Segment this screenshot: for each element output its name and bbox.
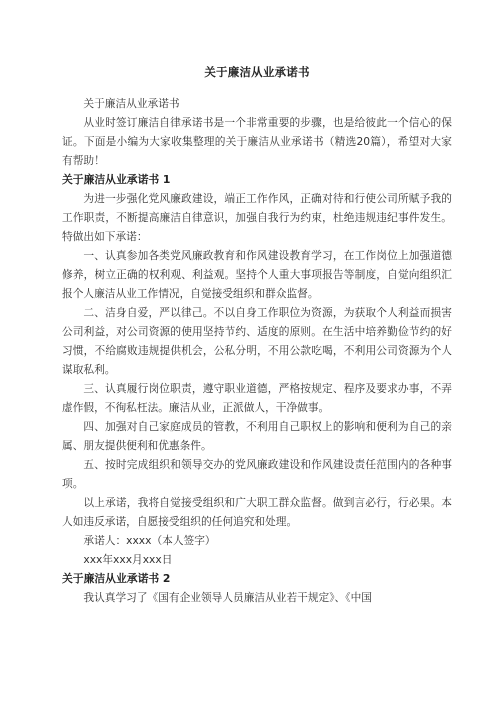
section-1-paragraph-item-2: 二、洁身自爱，严以律己。不以自身工作职位为资源，为获取个人利益而损害公司利益，对公司资源的使用坚持节约、适度的原则。在生活中培养勤俭节约的好习惯，不给腐败违规提供机会，公私分明，不用公款吃喝，不利用公司资源为个人谋取私利。 <box>62 306 452 376</box>
section-1-heading: 关于廉洁从业承诺书 1 <box>62 173 171 186</box>
section-1-date: xxx年xxx月xxx日 <box>83 553 173 566</box>
section-2-heading: 关于廉洁从业承诺书 2 <box>62 572 171 585</box>
section-1-paragraph-item-5: 五、按时完成组织和领导交办的党风廉政建设和作风建设责任范围内的各种事项。 <box>62 458 452 490</box>
section-1-signatory: 承诺人：xxxx（本人签字） <box>83 534 216 547</box>
section-1-paragraph-closing: 以上承诺，我将自觉接受组织和广大职工群众监督。做到言必行，行必果。本人如违反承诺，自愿接受组织的任何追究和处理。 <box>62 496 452 528</box>
intro-subtitle: 关于廉洁从业承诺书 <box>83 97 180 110</box>
document-title: 关于廉洁从业承诺书 <box>204 65 310 79</box>
section-2-paragraph-1: 我认真学习了《国有企业领导人员廉洁从业若干规定》、《中国 <box>83 591 372 604</box>
intro-paragraph: 从业时签订廉洁自律承诺书是一个非常重要的步骤，也是给彼此一个信心的保证。下面是小编为大家收集整理的关于廉洁从业承诺书（精选20篇），希望对大家有帮助！ <box>62 116 452 167</box>
section-1-paragraph-item-3: 三、认真履行岗位职责，遵守职业道德，严格按规定、程序及要求办事，不弄虚作假，不徇私枉法。廉洁从业，正派做人，干净做事。 <box>62 382 452 414</box>
section-1-paragraph-preamble: 为进一步强化党风廉政建设，端正工作作风，正确对待和行使公司所赋予我的工作职责，不断提高廉洁自律意识，加强自我行为约束，杜绝违规违纪事件发生。特做出如下承诺： <box>62 192 452 243</box>
section-1-paragraph-item-4: 四、加强对自己家庭成员的管教，不利用自己职权上的影响和便利为自己的亲属、朋友提供便利和优惠条件。 <box>62 420 452 452</box>
section-1-paragraph-item-1: 一、认真参加各类党风廉政教育和作风建设教育学习，在工作岗位上加强道德修养，树立正确的权利观、利益观。坚持个人重大事项报告等制度，自觉向组织汇报个人廉洁从业工作情况，自觉接受组织和群众监督。 <box>62 249 452 300</box>
